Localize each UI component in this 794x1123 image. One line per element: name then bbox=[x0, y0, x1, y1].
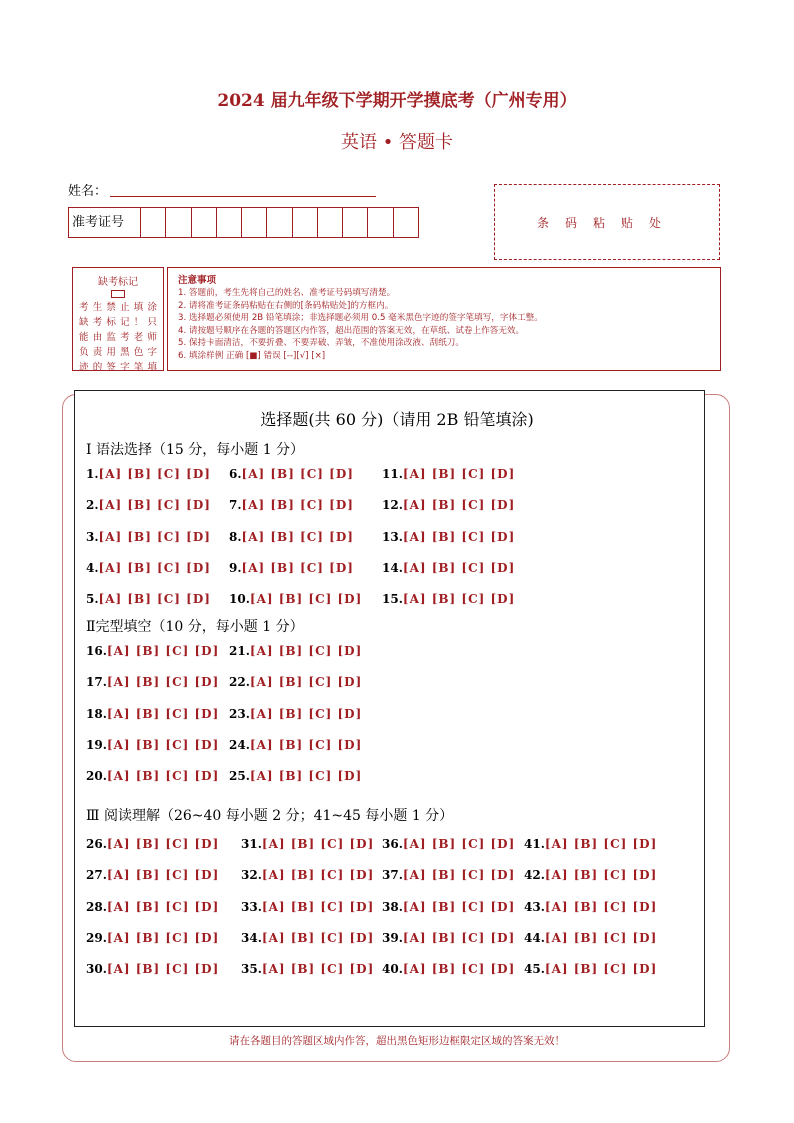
question-41[interactable] bbox=[524, 837, 657, 851]
section-title: Ⅱ完型填空（10 分，每小题 1 分） bbox=[86, 619, 304, 635]
question-35[interactable] bbox=[241, 962, 374, 976]
question-16[interactable] bbox=[86, 644, 219, 658]
question-number: 33. bbox=[241, 899, 262, 914]
question-number: 42. bbox=[524, 868, 545, 883]
answer-options[interactable]: [A] [B] [C] [D] bbox=[544, 899, 658, 914]
notes-box bbox=[167, 267, 721, 371]
question-number: 8. bbox=[229, 529, 242, 544]
answer-options[interactable]: [A] [B] [C] [D] bbox=[261, 868, 375, 883]
question-number: 9. bbox=[229, 560, 242, 575]
question-10[interactable] bbox=[229, 592, 362, 606]
question-18[interactable] bbox=[86, 707, 219, 721]
question-8[interactable] bbox=[229, 530, 354, 544]
question-number: 31. bbox=[241, 837, 262, 851]
question-number: 5. bbox=[86, 592, 99, 607]
question-2[interactable] bbox=[86, 498, 211, 512]
question-17[interactable] bbox=[86, 675, 219, 689]
question-number: 37. bbox=[382, 868, 403, 883]
absent-text bbox=[73, 300, 163, 375]
section-title: Ⅰ 语法选择（15 分，每小题 1 分） bbox=[86, 442, 305, 458]
answer-options[interactable]: [A] [B] [C] [D] bbox=[241, 467, 354, 481]
notes-item: 4. 请按题号顺序在各题的答题区内作答，超出范围的答案无效，在草纸、试卷上作答无效。 bbox=[178, 325, 525, 336]
answer-options[interactable]: [A] [B] [C] [D] bbox=[106, 930, 220, 945]
question-number: 18. bbox=[86, 706, 107, 721]
question-number: 34. bbox=[241, 930, 262, 945]
exam-id-cell[interactable] bbox=[242, 208, 267, 237]
question-11[interactable] bbox=[382, 467, 515, 481]
question-number: 21. bbox=[229, 644, 250, 658]
answer-options[interactable]: [A] [B] [C] [D] bbox=[106, 962, 220, 977]
answer-options[interactable]: [A] [B] [C] [D] bbox=[402, 868, 516, 883]
absent-text-line: 能由监考老师 bbox=[79, 332, 157, 343]
answer-options[interactable]: [A] [B] [C] [D] bbox=[98, 498, 211, 513]
question-number: 35. bbox=[241, 962, 262, 977]
exam-id-cell[interactable] bbox=[217, 208, 242, 237]
answer-options[interactable]: [A] [B] [C] [D] bbox=[261, 837, 375, 851]
answer-options[interactable]: [A] [B] [C] [D] bbox=[402, 592, 516, 607]
notes-item: 5. 保持卡面清洁，不要折叠、不要弄破、弄皱，不准使用涂改液、刮纸刀。 bbox=[178, 338, 464, 349]
answer-options[interactable]: [A] [B] [C] [D] bbox=[402, 529, 516, 544]
exam-id-cell[interactable] bbox=[343, 208, 368, 237]
question-29[interactable] bbox=[86, 931, 219, 945]
answer-options[interactable]: [A] [B] [C] [D] bbox=[241, 498, 354, 513]
question-number: 39. bbox=[382, 930, 403, 945]
question-27[interactable] bbox=[86, 868, 219, 882]
question-number: 4. bbox=[86, 560, 99, 575]
exam-id-label: 准考证号 bbox=[69, 208, 141, 237]
answer-options[interactable]: [A] [B] [C] [D] bbox=[402, 837, 516, 851]
page-title: 2024 届九年级下学期开学摸底考（广州专用） bbox=[217, 91, 577, 111]
question-3[interactable] bbox=[86, 530, 211, 544]
answer-options[interactable]: [A] [B] [C] [D] bbox=[402, 560, 516, 575]
question-28[interactable] bbox=[86, 900, 219, 914]
question-19[interactable] bbox=[86, 738, 219, 752]
question-number: 30. bbox=[86, 962, 107, 977]
question-24[interactable] bbox=[229, 738, 362, 752]
answer-options[interactable]: [A] [B] [C] [D] bbox=[249, 737, 363, 752]
question-31[interactable] bbox=[241, 837, 374, 851]
absent-mark-box bbox=[72, 267, 164, 371]
answer-options[interactable]: [A] [B] [C] [D] bbox=[106, 737, 220, 752]
answer-options[interactable]: [A] [B] [C] [D] bbox=[249, 592, 363, 607]
question-43[interactable] bbox=[524, 900, 657, 914]
question-number: 41. bbox=[524, 837, 545, 851]
exam-id-box bbox=[68, 207, 419, 238]
answer-options[interactable]: [A] [B] [C] [D] bbox=[106, 706, 220, 721]
question-4[interactable] bbox=[86, 561, 211, 575]
exam-id-cell[interactable] bbox=[368, 208, 393, 237]
question-number: 22. bbox=[229, 675, 250, 690]
answer-options[interactable]: [A] [B] [C] [D] bbox=[261, 930, 375, 945]
answer-options[interactable]: [A] [B] [C] [D] bbox=[106, 769, 220, 784]
answer-options[interactable]: [A] [B] [C] [D] bbox=[544, 868, 658, 883]
question-number: 29. bbox=[86, 930, 107, 945]
question-40[interactable] bbox=[382, 962, 515, 976]
question-number: 17. bbox=[86, 675, 107, 690]
name-field[interactable] bbox=[110, 196, 376, 197]
question-number: 15. bbox=[382, 592, 403, 607]
question-6[interactable] bbox=[229, 467, 354, 481]
answer-options[interactable]: [A] [B] [C] [D] bbox=[98, 529, 211, 544]
answer-options[interactable]: [A] [B] [C] [D] bbox=[261, 899, 375, 914]
question-42[interactable] bbox=[524, 868, 657, 882]
notes-item: 6. 填涂样例 正确 [■] 错误 [--][√] [×] bbox=[178, 350, 326, 361]
name-label: 姓名： bbox=[68, 184, 108, 199]
exam-id-cell[interactable] bbox=[141, 208, 166, 237]
notes-title: 注意事项 bbox=[178, 275, 217, 286]
question-1[interactable] bbox=[86, 467, 211, 481]
absent-text-line: 缺考标记！只 bbox=[79, 317, 157, 328]
notes-item: 3. 选择题必须使用 2B 铅笔填涂；非选择题必须用 0.5 毫米黑色字迹的签字笔填写，字体工整。 bbox=[178, 313, 543, 324]
exam-id-cell[interactable] bbox=[192, 208, 217, 237]
question-number: 26. bbox=[86, 837, 107, 851]
absent-text-line: 考生禁止填涂 bbox=[79, 302, 157, 313]
question-14[interactable] bbox=[382, 561, 515, 575]
question-33[interactable] bbox=[241, 900, 374, 914]
exam-id-cell[interactable] bbox=[394, 208, 418, 237]
answer-options[interactable]: [A] [B] [C] [D] bbox=[249, 706, 363, 721]
question-15[interactable] bbox=[382, 592, 515, 606]
question-25[interactable] bbox=[229, 769, 362, 783]
answer-options[interactable]: [A] [B] [C] [D] bbox=[402, 962, 516, 977]
question-26[interactable] bbox=[86, 837, 219, 851]
answer-options[interactable]: [A] [B] [C] [D] bbox=[544, 837, 658, 851]
question-number: 6. bbox=[229, 467, 242, 481]
choice-heading: 选择题(共 60 分)（请用 2B 铅笔填涂) bbox=[260, 410, 534, 429]
question-number: 27. bbox=[86, 868, 107, 883]
answer-options[interactable]: [A] [B] [C] [D] bbox=[402, 930, 516, 945]
question-number: 23. bbox=[229, 706, 250, 721]
question-22[interactable] bbox=[229, 675, 362, 689]
question-7[interactable] bbox=[229, 498, 354, 512]
answer-options[interactable]: [A] [B] [C] [D] bbox=[261, 962, 375, 977]
question-number: 44. bbox=[524, 930, 545, 945]
absent-text-line: 负责用黑色字 bbox=[79, 347, 157, 358]
answer-options[interactable]: [A] [B] [C] [D] bbox=[106, 675, 220, 690]
question-number: 24. bbox=[229, 737, 250, 752]
question-number: 7. bbox=[229, 498, 242, 513]
exam-id-cell[interactable] bbox=[293, 208, 318, 237]
question-number: 40. bbox=[382, 962, 403, 977]
question-39[interactable] bbox=[382, 931, 515, 945]
question-number: 43. bbox=[524, 899, 545, 914]
answer-options[interactable]: [A] [B] [C] [D] bbox=[249, 675, 363, 690]
answer-options[interactable]: [A] [B] [C] [D] bbox=[106, 868, 220, 883]
answer-options[interactable]: [A] [B] [C] [D] bbox=[106, 837, 220, 851]
question-number: 13. bbox=[382, 529, 403, 544]
answer-options[interactable]: [A] [B] [C] [D] bbox=[402, 467, 516, 481]
question-44[interactable] bbox=[524, 931, 657, 945]
answer-options[interactable]: [A] [B] [C] [D] bbox=[544, 962, 658, 977]
question-5[interactable] bbox=[86, 592, 211, 606]
question-number: 16. bbox=[86, 644, 107, 658]
question-number: 10. bbox=[229, 592, 250, 607]
notes-item: 2. 请将准考证条码粘贴在右侧的[条码粘贴处]的方框内。 bbox=[178, 300, 394, 311]
question-number: 11. bbox=[382, 467, 403, 481]
notes-list bbox=[178, 287, 710, 363]
question-number: 19. bbox=[86, 737, 107, 752]
question-number: 38. bbox=[382, 899, 403, 914]
exam-id-cells bbox=[141, 208, 418, 237]
barcode-area: 条码粘贴处 bbox=[494, 184, 720, 260]
answer-options[interactable]: [A] [B] [C] [D] bbox=[402, 899, 516, 914]
answer-options[interactable]: [A] [B] [C] [D] bbox=[106, 899, 220, 914]
answer-options[interactable]: [A] [B] [C] [D] bbox=[106, 644, 220, 658]
question-number: 25. bbox=[229, 769, 250, 784]
notes-item: 1. 答题前，考生先将自己的姓名、准考证号码填写清楚。 bbox=[178, 288, 396, 298]
question-12[interactable] bbox=[382, 498, 515, 512]
question-number: 3. bbox=[86, 529, 99, 544]
question-number: 20. bbox=[86, 769, 107, 784]
answer-options[interactable]: [A] [B] [C] [D] bbox=[98, 467, 211, 481]
question-30[interactable] bbox=[86, 962, 219, 976]
question-number: 14. bbox=[382, 560, 403, 575]
exam-id-cell[interactable] bbox=[267, 208, 292, 237]
question-13[interactable] bbox=[382, 530, 515, 544]
answer-options[interactable]: [A] [B] [C] [D] bbox=[544, 930, 658, 945]
answer-options[interactable]: [A] [B] [C] [D] bbox=[241, 529, 354, 544]
answer-options[interactable]: [A] [B] [C] [D] bbox=[98, 592, 211, 607]
question-number: 28. bbox=[86, 899, 107, 914]
answer-options[interactable]: [A] [B] [C] [D] bbox=[249, 644, 363, 658]
question-number: 32. bbox=[241, 868, 262, 883]
question-number: 45. bbox=[524, 962, 545, 977]
answer-options[interactable]: [A] [B] [C] [D] bbox=[241, 560, 354, 575]
section-title: Ⅲ 阅读理解（26~40 每小题 2 分；41~45 每小题 1 分） bbox=[86, 808, 454, 824]
answer-options[interactable]: [A] [B] [C] [D] bbox=[249, 769, 363, 784]
question-34[interactable] bbox=[241, 931, 374, 945]
question-number: 1. bbox=[86, 467, 99, 481]
question-21[interactable] bbox=[229, 644, 362, 658]
question-20[interactable] bbox=[86, 769, 219, 783]
question-number: 36. bbox=[382, 837, 403, 851]
question-number: 12. bbox=[382, 498, 403, 513]
question-32[interactable] bbox=[241, 868, 374, 882]
footer-warning: 请在各题目的答题区域内作答，超出黑色矩形边框限定区域的答案无效！ bbox=[229, 1035, 565, 1047]
answer-options[interactable]: [A] [B] [C] [D] bbox=[98, 560, 211, 575]
exam-id-cell[interactable] bbox=[318, 208, 343, 237]
exam-id-cell[interactable] bbox=[166, 208, 191, 237]
absent-checkbox[interactable] bbox=[111, 290, 125, 298]
question-45[interactable] bbox=[524, 962, 657, 976]
question-23[interactable] bbox=[229, 707, 362, 721]
absent-title: 缺考标记 bbox=[98, 277, 138, 288]
absent-text-line: 迹的签字笔填 bbox=[79, 362, 157, 373]
question-37[interactable] bbox=[382, 868, 515, 882]
question-9[interactable] bbox=[229, 561, 354, 575]
page-subtitle: 英语 • 答题卡 bbox=[340, 132, 454, 153]
question-number: 2. bbox=[86, 498, 99, 513]
answer-options[interactable]: [A] [B] [C] [D] bbox=[402, 498, 516, 513]
question-36[interactable] bbox=[382, 837, 515, 851]
question-38[interactable] bbox=[382, 900, 515, 914]
